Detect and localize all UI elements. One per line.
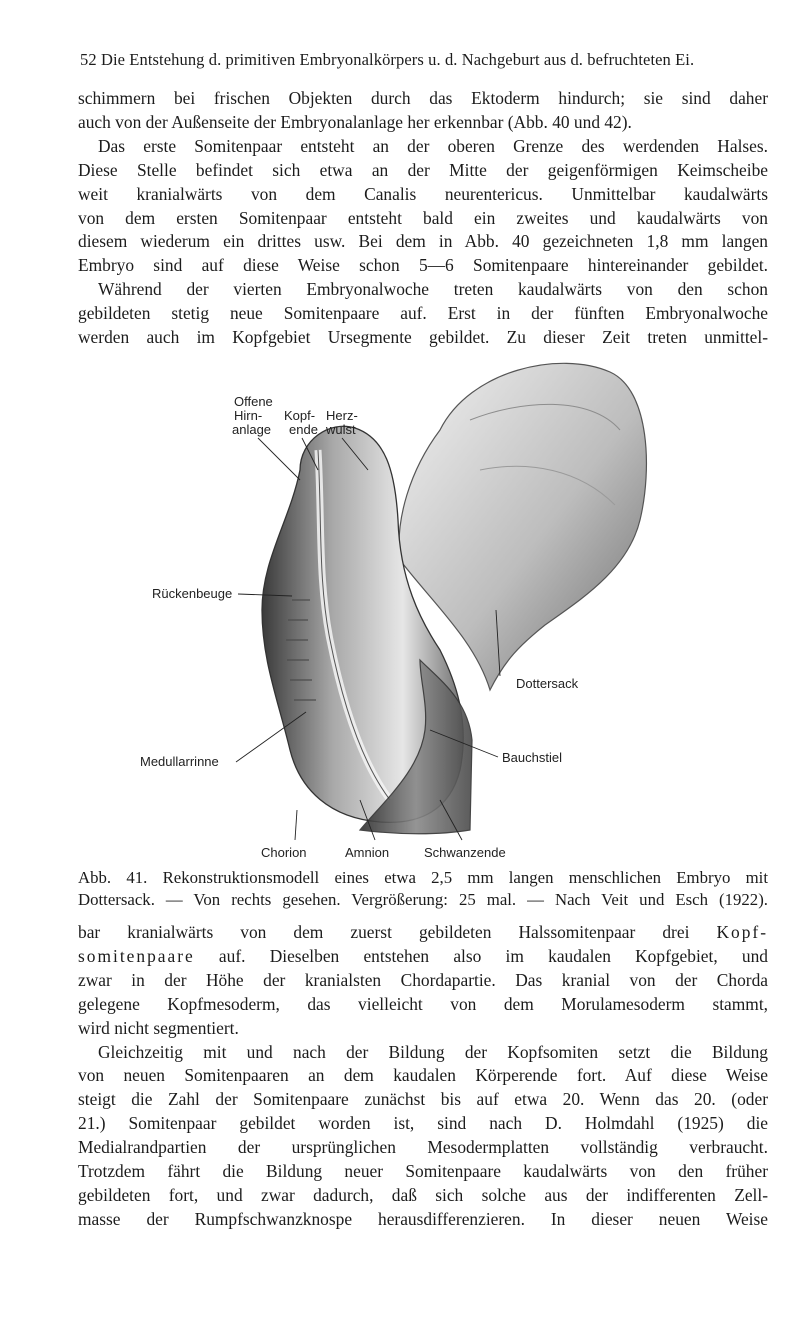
text-span: auf. Dieselben entstehen also im kaudalen Kopfgebiet, und — [194, 945, 768, 966]
emphasis-span: Kopf- — [716, 922, 768, 942]
label-herzwulst: Herz- — [326, 408, 358, 423]
text-line: werden auch im Kopfgebiet Ursegmente gebildet. Zu dieser Zeit treten unmittel- — [78, 327, 768, 348]
embryo-figure — [0, 355, 800, 870]
label-herzwulst: wulst — [326, 422, 356, 437]
running-head — [80, 50, 780, 70]
text-span: bar kranialwärts von dem zuerst gebildeten Halssomitenpaar drei — [78, 922, 717, 942]
label-rueckenbeuge: Rückenbeuge — [152, 586, 233, 601]
page-number: 52 — [80, 50, 97, 69]
text-line: von neuen Somitenpaaren an dem kaudalen Körperende fort. Auf diese Weise — [78, 1065, 768, 1086]
text-line: schimmern bei frischen Objekten durch das Ektoderm hindurch; sie sind daher — [78, 88, 768, 108]
text-line: Während der vierten Embryonalwoche treten kaudalwärts von den schon — [98, 279, 768, 300]
figure-caption — [78, 867, 768, 910]
text-line: Gleichzeitig mit und nach der Bildung der Kopfsomiten setzt die Bildung — [98, 1041, 768, 1062]
text-line: gelegene Kopfmesoderm, das vielleicht von dem Morulamesoderm stammt, — [78, 993, 768, 1014]
body-text-top — [78, 87, 768, 350]
label-offene-hirnanlage: Hirn- — [234, 408, 263, 423]
label-amnion: Amnion — [345, 845, 390, 860]
text-line — [78, 945, 768, 969]
body-text-bottom — [78, 921, 768, 1232]
label-bauchstiel: Bauchstiel — [502, 750, 562, 765]
running-title: Die Entstehung d. primitiven Embryonalkörpers u. d. Nachgeburt aus d. befruchteten Ei. — [100, 50, 695, 69]
label-schwanzende: Schwanzende — [424, 845, 506, 860]
label-chorion: Chorion — [261, 845, 307, 860]
text-line: steigt die Zahl der Somitenpaare zunächst bis auf etwa 20. Wenn das 20. (oder — [78, 1089, 768, 1110]
text-line: wird nicht segmentiert. — [78, 1017, 239, 1038]
emphasis-span: somitenpaare — [78, 945, 195, 966]
label-kopfende: ende — [289, 422, 318, 437]
text-line: weit kranialwärts von dem Canalis neurentericus. Unmittelbar kaudalwärts — [78, 183, 768, 204]
label-offene-hirnanlage: Offene — [234, 394, 273, 409]
text-line: Trotzdem fährt die Bildung neuer Somitenpaare kaudalwärts von den früher — [78, 1161, 768, 1182]
yolk-sac-shape — [399, 363, 646, 690]
text-line: auch von der Außenseite der Embryonalanlage her erkennbar (Abb. 40 und 42). — [78, 111, 632, 132]
caption-line: Dottersack. — Von rechts gesehen. Vergrößerung: 25 mal. — Nach Veit und Esch (1922). — [78, 889, 768, 909]
text-line: zwar in der Höhe der kranialsten Chordapartie. Das kranial von der Chorda — [78, 969, 768, 990]
label-offene-hirnanlage: anlage — [232, 422, 272, 437]
text-line: masse der Rumpfschwanzknospe herausdifferenzieren. In dieser neuen Weise — [78, 1208, 768, 1229]
caption-line: Abb. 41. Rekonstruktionsmodell eines etwa 2,5 mm langen menschlichen Embryo mit — [78, 868, 768, 887]
text-line: Das erste Somitenpaar entsteht an der oberen Grenze des werdenden Halses. — [98, 135, 768, 156]
text-line: 21.) Somitenpaar gebildet worden ist, sind nach D. Holmdahl (1925) die — [78, 1113, 768, 1134]
text-line: diesem wiederum ein drittes usw. Bei dem in Abb. 40 gezeichneten 1,8 mm langen — [78, 231, 768, 252]
text-line: Diese Stelle befindet sich etwa an der Mitte der geigenförmigen Keimscheibe — [78, 159, 768, 180]
text-line: gebildeten fort, und zwar dadurch, daß sich solche aus der indifferenten Zell- — [78, 1184, 768, 1205]
text-line: Embryo sind auf diese Weise schon 5—6 Somitenpaare hintereinander gebildet. — [78, 255, 768, 276]
label-dottersack: Dottersack — [516, 676, 579, 691]
label-medullarrinne: Medullarrinne — [140, 754, 219, 769]
text-line: von dem ersten Somitenpaar entsteht bald ein zweites und kaudalwärts von — [78, 207, 768, 228]
text-line: Medialrandpartien der ursprünglichen Mesodermplatten vollständig verbraucht. — [78, 1137, 768, 1158]
text-line: gebildeten stetig neue Somitenpaare auf. Erst in der fünften Embryonalwoche — [78, 303, 768, 324]
text-line — [78, 921, 768, 945]
label-kopfende: Kopf- — [284, 408, 316, 423]
